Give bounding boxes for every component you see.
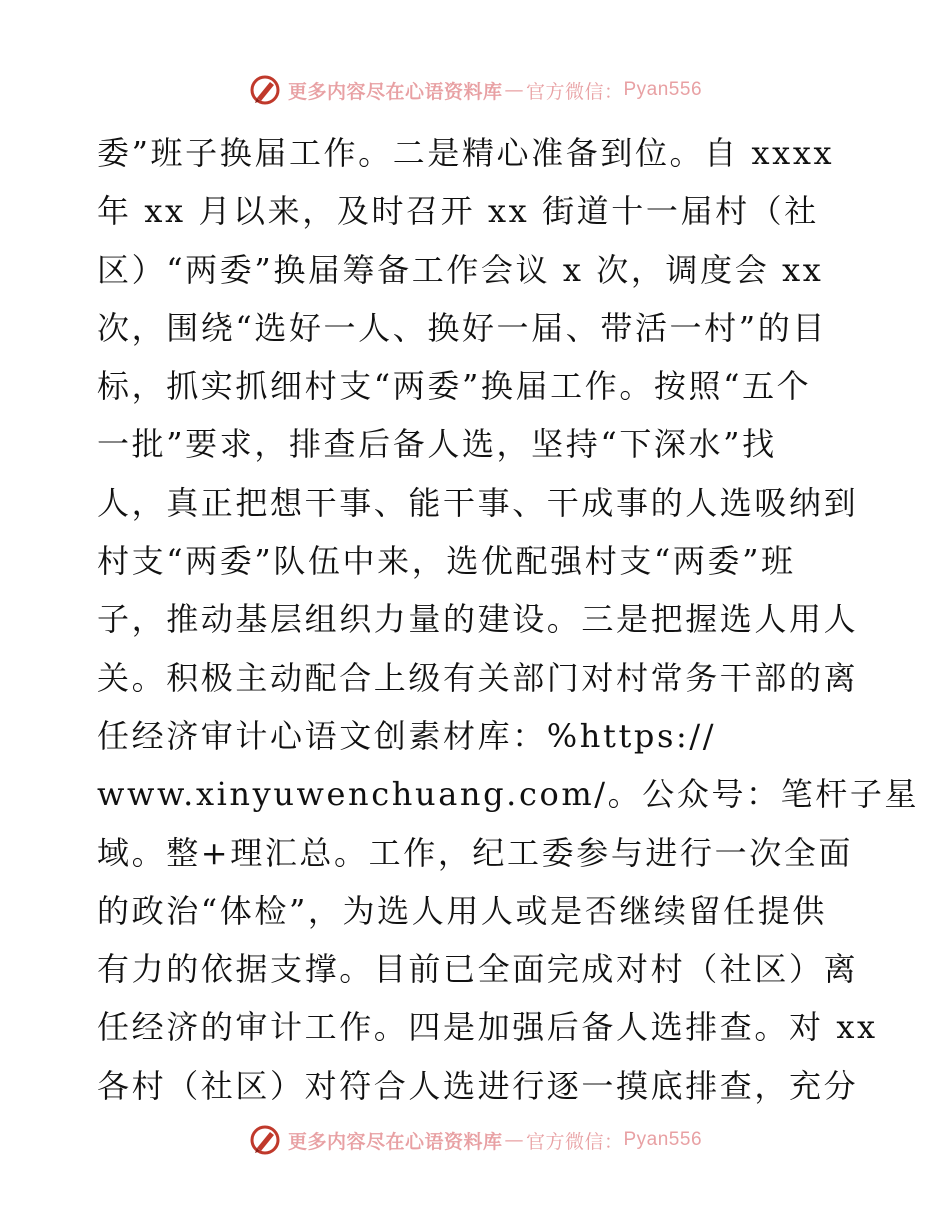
text-line: 一批”要求，排查后备人选，坚持“下深水”找 (97, 425, 777, 464)
footer-banner-main: 更多内容尽在心语资料库 (287, 1130, 503, 1153)
text-line: 任经济的审计工作。四是加强后备人选排查。对 xx (97, 1008, 878, 1047)
text-line: 任经济审计心语文创素材库：%https:// (97, 716, 717, 755)
text-line: 年 xx 月以来，及时召开 xx 街道十一届村（社 (97, 192, 819, 231)
text-line: 子，推动基层组织力量的建设。三是把握选人用人 (97, 600, 859, 639)
document-body (97, 124, 920, 1115)
header-banner-wechat-id: Pyan556 (623, 79, 703, 100)
header-banner-main: 更多内容尽在心语资料库 (287, 80, 503, 103)
header-banner-separator: — (504, 79, 524, 101)
text-line: 人，真正把想干事、能干事、干成事的人选吸纳到 (97, 483, 859, 522)
text-line: 次，围绕“选好一人、换好一届、带活一村”的目 (97, 308, 827, 347)
text-line: 委”班子换届工作。二是精心准备到位。自 xxxx (97, 134, 835, 172)
footer-banner-text (288, 1127, 702, 1154)
footer-banner-label: 官方微信： (525, 1130, 624, 1153)
text-line: 各村（社区）对符合人选进行逐一摸底排查，充分 (97, 1066, 859, 1105)
text-line: 标，抓实抓细村支“两委”换届工作。按照“五个 (97, 367, 812, 406)
text-line: 村支“两委”队伍中来，选优配强村支“两委”班 (97, 542, 796, 581)
text-line: 关。积极主动配合上级有关部门对村常务干部的离 (97, 658, 859, 697)
footer-banner-wechat-id: Pyan556 (623, 1129, 703, 1150)
header-banner-label: 官方微信： (525, 80, 624, 103)
text-line: 域。整+理汇总。工作，纪工委参与进行一次全面 (97, 833, 854, 872)
footer-banner (0, 1120, 950, 1160)
pen-logo-icon (248, 1123, 282, 1157)
header-banner-text (288, 77, 702, 104)
footer-banner-separator: — (504, 1129, 524, 1151)
text-line: 区）“两委”换届筹备工作会议 x 次，调度会 xx (97, 250, 824, 289)
text-line: www.xinyuwenchuang.com/。公众号：笔杆子星 (97, 775, 920, 814)
pen-logo-icon (248, 73, 282, 107)
text-line: 的政治“体检”，为选人用人或是否继续留任提供 (97, 891, 827, 930)
header-banner (0, 70, 950, 110)
text-line: 有力的依据支撑。目前已全面完成对村（社区）离 (97, 950, 859, 989)
